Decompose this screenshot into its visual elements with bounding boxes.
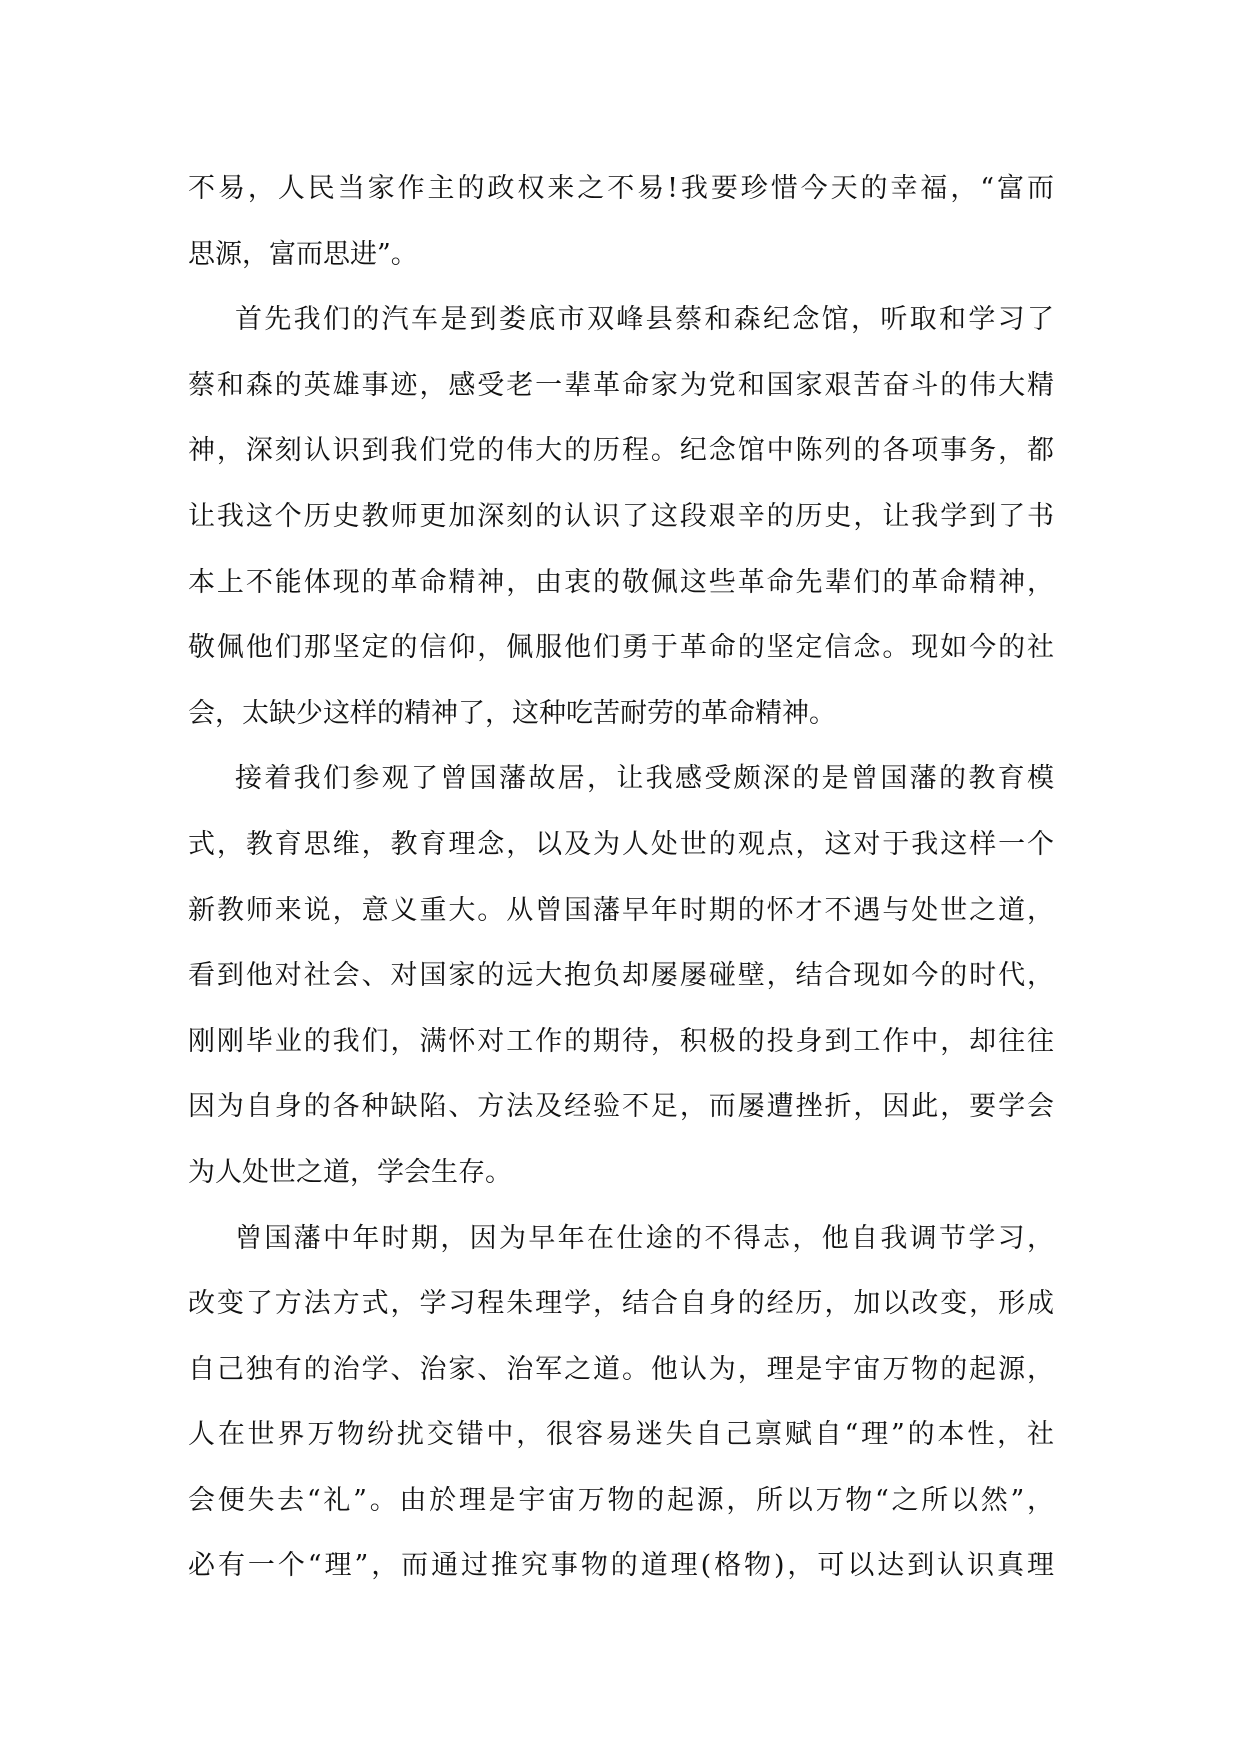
text-line: 首先我们的汽车是到娄底市双峰县蔡和森纪念馆，听取和学习了: [235, 304, 1054, 336]
text-line: 为人处世之道，学会生存。: [188, 1156, 512, 1188]
text-line: 接着我们参观了曾国藩故居，让我感受颇深的是曾国藩的教育模: [235, 763, 1054, 795]
text-line: 看到他对社会、对国家的远大抱负却屡屡碰壁，结合现如今的时代，: [188, 960, 1054, 992]
text-line: 神，深刻认识到我们党的伟大的历程。纪念馆中陈列的各项事务，都: [188, 435, 1054, 467]
text-line: 新教师来说，意义重大。从曾国藩早年时期的怀才不遇与处世之道，: [188, 894, 1054, 926]
text-line: 蔡和森的英雄事迹，感受老一辈革命家为党和国家艰苦奋斗的伟大精: [188, 369, 1054, 401]
text-line: 因为自身的各种缺陷、方法及经验不足，而屡遭挫折，因此，要学会: [188, 1091, 1054, 1123]
text-line: 必有一个“理”，而通过推究事物的道理(格物)，可以达到认识真理: [188, 1550, 1054, 1582]
body-text: [188, 156, 1054, 1599]
text-line: 自己独有的治学、治家、治军之道。他认为，理是宇宙万物的起源，: [188, 1353, 1054, 1385]
text-line: 改变了方法方式，学习程朱理学，结合自身的经历，加以改变，形成: [188, 1288, 1054, 1320]
text-line: 曾国藩中年时期，因为早年在仕途的不得志，他自我调节学习，: [235, 1222, 1054, 1254]
text-line: 本上不能体现的革命精神，由衷的敬佩这些革命先辈们的革命精神，: [188, 566, 1054, 598]
text-line: 人在世界万物纷扰交错中，很容易迷失自己禀赋自“理”的本性，社: [188, 1419, 1054, 1451]
text-line: 让我这个历史教师更加深刻的认识了这段艰辛的历史，让我学到了书: [188, 500, 1054, 532]
text-line: 会，太缺少这样的精神了，这种吃苦耐劳的革命精神。: [188, 697, 836, 729]
text-line: 会便失去“礼”。由於理是宇宙万物的起源，所以万物“之所以然”，: [188, 1484, 1054, 1516]
text-line: 敬佩他们那坚定的信仰，佩服他们勇于革命的坚定信念。现如今的社: [188, 632, 1054, 664]
text-line: 不易，人民当家作主的政权来之不易!我要珍惜今天的幸福，“富而: [188, 173, 1054, 204]
text-line: 思源，富而思进”。: [188, 238, 418, 270]
text-line: 刚刚毕业的我们，满怀对工作的期待，积极的投身到工作中，却往往: [188, 1025, 1054, 1057]
text-line: 式，教育思维，教育理念，以及为人处世的观点，这对于我这样一个: [188, 828, 1054, 860]
